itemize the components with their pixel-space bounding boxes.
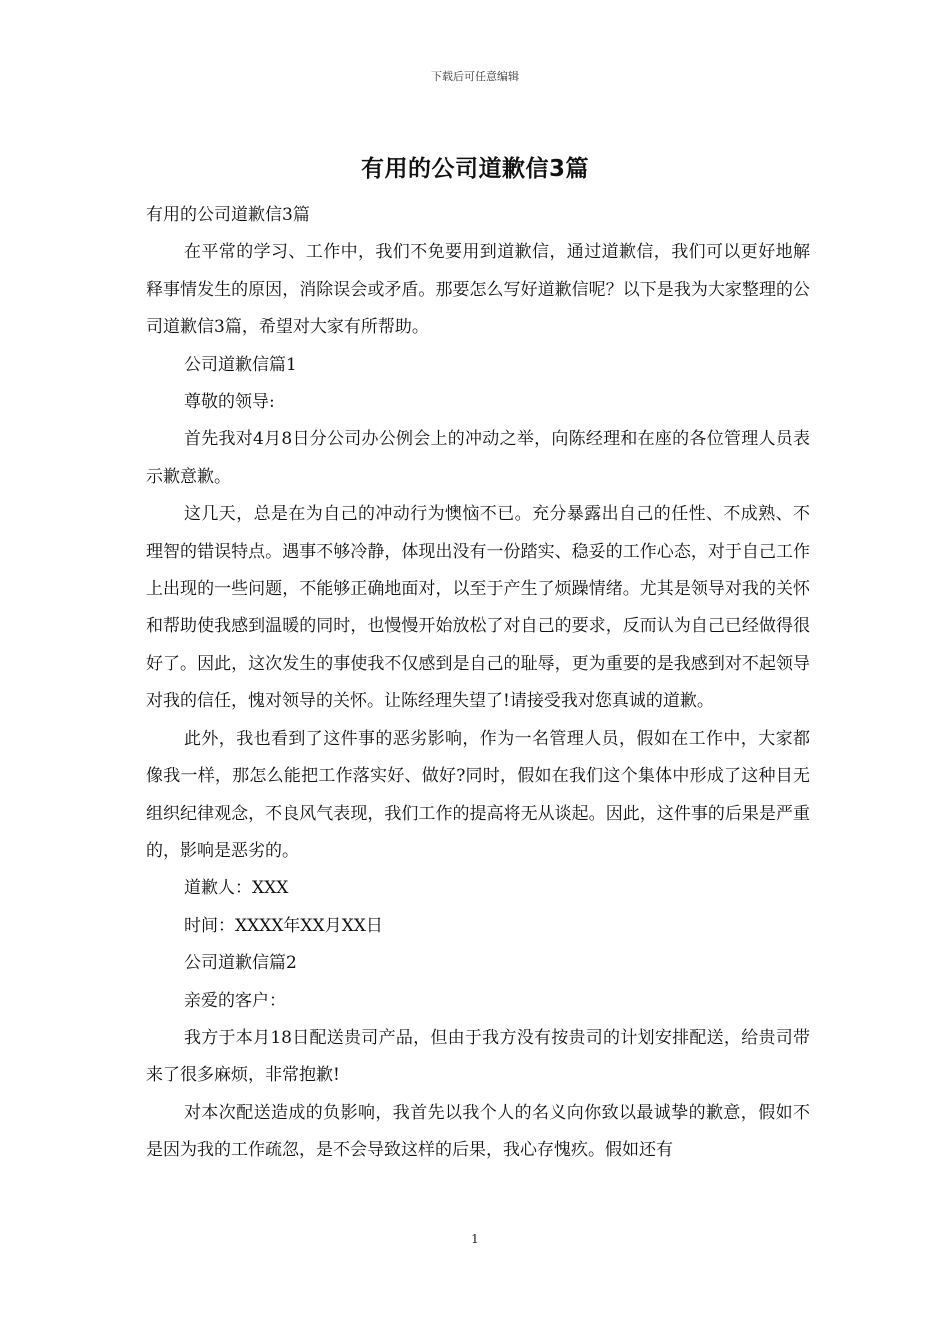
signature-line: 道歉人：XXX [184, 878, 289, 899]
document-title: 有用的公司道歉信3篇 [360, 156, 589, 182]
page-number: 1 [471, 1232, 479, 1246]
body-paragraph: 我方于本月18日配送贵司产品，但由于我方没有按贵司的计划安排配送，给贵司带来了很多麻烦，非常抱歉! [146, 1027, 810, 1086]
section-heading-letter-2: 公司道歉信篇2 [184, 953, 297, 974]
header-note: 下载后可任意编辑 [431, 70, 519, 83]
body-paragraph: 对本次配送造成的负影响，我首先以我个人的名义向你致以最诚挚的歉意，假如不是因为我的工作疏忽，是不会导致这样的后果，我心存愧疚。假如还有 [146, 1102, 810, 1161]
intro-paragraph: 在平常的学习、工作中，我们不免要用到道歉信，通过道歉信，我们可以更好地解释事情发生的原因，消除误会或矛盾。那要怎么写好道歉信呢？以下是我为大家整理的公司道歉信3篇，希望对大家有所帮助。 [146, 242, 810, 338]
subtitle-line: 有用的公司道歉信3篇 [146, 205, 310, 225]
salutation-1: 尊敬的领导: [184, 392, 275, 413]
body-paragraph: 首先我对4月8日分公司办公例会上的冲动之举，向陈经理和在座的各位管理人员表示歉意歉。 [146, 429, 810, 487]
document-body [146, 197, 810, 1170]
date-line: 时间：XXXX年XX月XX日 [184, 915, 383, 936]
section-heading-letter-1: 公司道歉信篇1 [184, 354, 297, 375]
body-paragraph: 此外，我也看到了这件事的恶劣影响，作为一名管理人员，假如在工作中，大家都像我一样，那怎么能把工作落实好、做好?同时，假如在我们这个集体中形成了这种目无组织纪律观念，不良风气表现，我们工作的提高将无从谈起。因此，这件事的后果是严重的，影响是恶劣的。 [146, 728, 810, 861]
salutation-2: 亲爱的客户： [184, 990, 286, 1011]
body-paragraph: 这几天，总是在为自己的冲动行为懊恼不已。充分暴露出自己的任性、不成熟、不理智的错误特点。遇事不够冷静，体现出没有一份踏实、稳妥的工作心态，对于自己工作上出现的一些问题，不能够正确地面对，以至于产生了烦躁情绪。尤其是领导对我的关怀和帮助使我感到温暖的同时，也慢慢开始放松了对自己的要求，反而认为自己已经做得很好了。因此，这次发生的事使我不仅感到是自己的耻辱，更为重要的是我感到对不起领导对我的信任，愧对领导的关怀。让陈经理失望了!请接受我对您真诚的道歉。 [146, 504, 810, 712]
